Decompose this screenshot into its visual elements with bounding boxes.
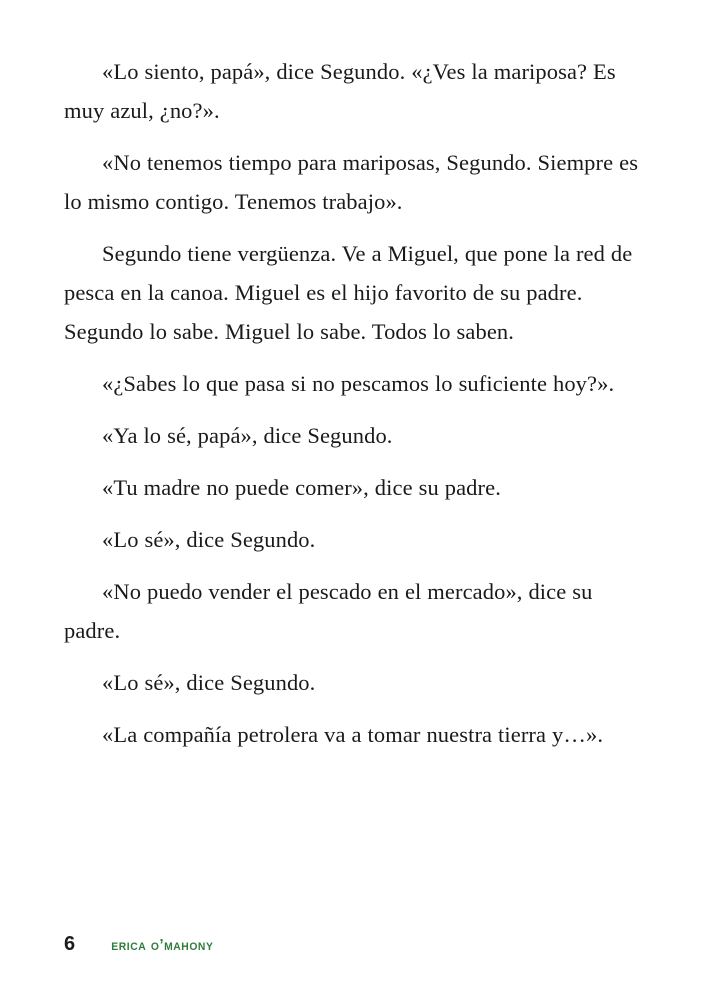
paragraph: «Lo sé», dice Segundo.: [102, 670, 316, 695]
author-name: erica o’mahony: [111, 937, 214, 954]
paragraph: Segundo tiene vergüenza. Ve a Miguel, que pone la red de pesca en la canoa. Miguel es el hijo favorito de su padre. Segundo lo sabe. Miguel lo sabe. Todos lo saben.: [64, 241, 633, 344]
paragraph: «Lo sé», dice Segundo.: [102, 527, 316, 552]
paragraph: «Tu madre no puede comer», dice su padre.: [102, 475, 501, 500]
page-footer: [64, 933, 217, 956]
paragraph: «Lo siento, papá», dice Segundo. «¿Ves la mariposa? Es muy azul, ¿no?».: [64, 59, 616, 123]
paragraph: «La compañía petrolera va a tomar nuestra tierra y…».: [102, 722, 604, 747]
paragraph: «No puedo vender el pescado en el mercado», dice su padre.: [64, 579, 593, 643]
page-number: 6: [64, 933, 76, 955]
paragraph: «¿Sabes lo que pasa si no pescamos lo suficiente hoy?».: [102, 371, 615, 396]
paragraph: «No tenemos tiempo para mariposas, Segundo. Siempre es lo mismo contigo. Tenemos trabajo».: [64, 150, 639, 214]
page-body-text: [64, 52, 652, 754]
paragraph: «Ya lo sé, papá», dice Segundo.: [102, 423, 393, 448]
